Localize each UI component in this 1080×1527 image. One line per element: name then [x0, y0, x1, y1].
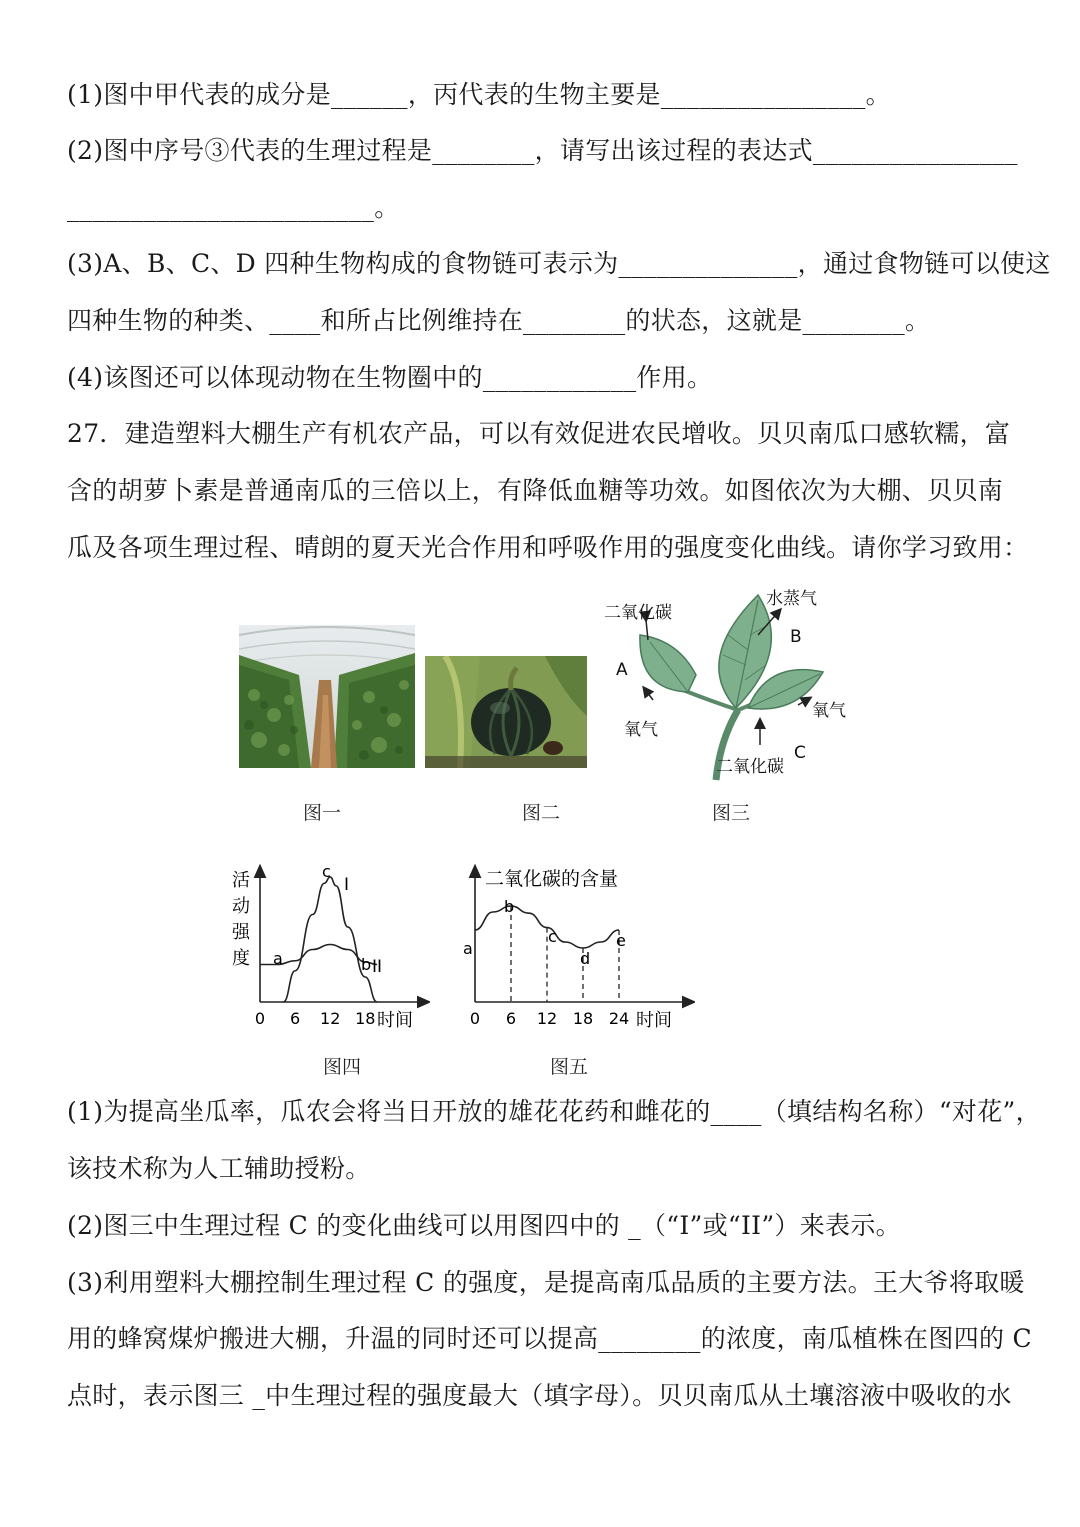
figure-3-caption: 图三 — [712, 802, 751, 824]
question-27-sub-1: (1)为提高坐瓜率，瓜农会将当日开放的雄花花药和雌花的____（填结构名称）“对花”， — [67, 1097, 1041, 1126]
left-leaf — [640, 635, 696, 692]
chart4-x-tick: 12 — [320, 1009, 341, 1028]
chart4-annotation-II: II — [372, 957, 383, 977]
chart-figure-4 — [225, 860, 430, 1040]
chart5-y-label: 二氧化碳的含量 — [485, 868, 619, 890]
chart4-annotation-b: b — [361, 955, 372, 974]
question-27-line-3: 瓜及各项生理过程、晴朗的夏天光合作用和呼吸作用的强度变化曲线。请你学习致用： — [67, 533, 1029, 562]
chart5-x-tick: 12 — [536, 1009, 558, 1028]
question-line-4: (3)A、B、C、D 四种生物构成的食物链可表示为______________，通过食物链可以使这 — [67, 249, 1051, 278]
label-C: C — [794, 743, 806, 763]
label-A: A — [616, 660, 628, 680]
co2-content-line — [475, 906, 619, 948]
question-27-sub-2: (2)图三中生理过程 C 的变化曲线可以用图四中的 _（“I”或“II”）来表示。 — [67, 1211, 901, 1240]
chart4-x-label: 时间 — [377, 1010, 413, 1031]
chart5-annotation-d: d — [580, 949, 591, 968]
chart4-x-tick: 6 — [290, 1009, 301, 1028]
chart5-x-label: 时间 — [636, 1010, 672, 1031]
question-line-5: 四种生物的种类、____和所占比例维持在________的状态，这就是________。 — [67, 306, 931, 335]
chart5-annotation-e: e — [616, 931, 626, 950]
leaf-diagram — [598, 580, 868, 785]
figure-4-caption: 图四 — [323, 1056, 362, 1078]
chart5-x-tick: 0 — [469, 1009, 481, 1028]
chart4-y-label-char: 度 — [232, 948, 250, 969]
chart5-x-tick: 24 — [608, 1009, 630, 1028]
chart4-y-label-char: 活 — [232, 870, 250, 891]
figure-1-caption: 图一 — [303, 802, 342, 824]
label-water-vapor: 水蒸气 — [766, 589, 817, 609]
label-B: B — [790, 627, 802, 647]
question-27-sub-3-cont-1: 用的蜂窝煤炉搬进大棚，升温的同时还可以提高________的浓度，南瓜植株在图四的 C — [67, 1324, 1032, 1353]
chart4-x-tick: 18 — [355, 1009, 376, 1028]
chart5-x-tick: 6 — [505, 1009, 517, 1028]
label-o2-left: 氧气 — [624, 720, 658, 740]
chart-figure-5 — [455, 860, 695, 1040]
question-27-sub-3-cont-2: 点时，表示图三 _中生理过程的强度最大（填字母）。贝贝南瓜从土壤溶液中吸收的水 — [67, 1381, 1012, 1410]
chart4-x-tick: 0 — [254, 1009, 266, 1028]
chart4-y-label — [232, 870, 251, 969]
question-line-3: ________________________。 — [67, 193, 400, 222]
pumpkin-photo — [425, 656, 587, 768]
label-co2-top: 二氧化碳 — [604, 603, 672, 623]
question-line-1: (1)图中甲代表的成分是______，丙代表的生物主要是________________。 — [67, 80, 891, 109]
chart4-annotation-a: a — [273, 949, 283, 968]
chart5-x-tick: 18 — [572, 1009, 594, 1028]
chart4-y-label-char: 动 — [232, 896, 250, 917]
chart4-y-label-char: 强 — [232, 922, 250, 943]
question-27-line-1: 27．建造塑料大棚生产有机农产品，可以有效促进农民增收。贝贝南瓜口感软糯，富 — [67, 419, 1011, 448]
question-line-2: (2)图中序号③代表的生理过程是________，请写出该过程的表达式________________ — [67, 136, 1018, 165]
question-line-6: (4)该图还可以体现动物在生物圈中的____________作用。 — [67, 363, 713, 392]
greenhouse-photo — [239, 625, 415, 768]
chart4-annotation-I: I — [344, 875, 350, 895]
figure-2-caption: 图二 — [522, 802, 561, 824]
series-I-line — [283, 877, 377, 1002]
question-27-line-2: 含的胡萝卜素是普通南瓜的三倍以上，有降低血糖等功效。如图依次为大棚、贝贝南 — [67, 476, 1004, 505]
question-27-sub-3: (3)利用塑料大棚控制生理过程 C 的强度，是提高南瓜品质的主要方法。王大爷将取暖 — [67, 1268, 1025, 1297]
figure-5-caption: 图五 — [550, 1056, 589, 1078]
question-27-sub-1-cont: 该技术称为人工辅助授粉。 — [67, 1154, 371, 1183]
chart5-annotation-b: b — [504, 897, 515, 916]
label-co2-bottom: 二氧化碳 — [716, 757, 784, 777]
chart5-annotation-c: c — [548, 927, 557, 946]
label-o2-right: 氧气 — [812, 701, 846, 721]
chart4-annotation-c: c — [322, 862, 331, 881]
chart5-annotation-a: a — [463, 939, 473, 958]
